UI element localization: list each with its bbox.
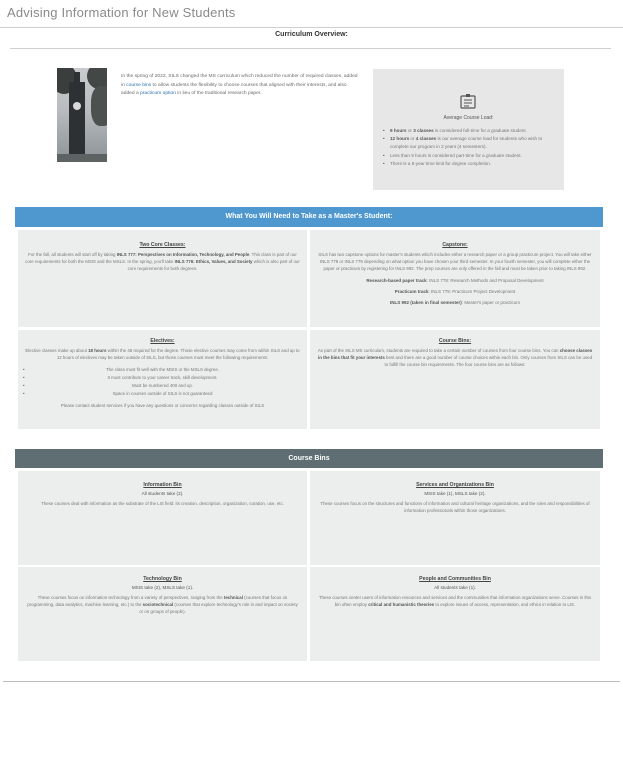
list-item: • 9 hours or 3 classes is considered full-time for a graduate student. bbox=[383, 127, 561, 135]
core-classes-heading: Two Core Classes: bbox=[139, 242, 186, 248]
technology-bin-requirement: MSIS take (2), MSLS take (1). bbox=[131, 585, 194, 590]
course-bins-text: As part of the SILS MS curriculum, students are required to take a certain number of courses from four course bins. You can choose classes in the bins that fit your interests best and there are a good number of course choices within each bin. Only courses from SILS can be used to fulfill the course bin requirements. The four course bins are as follows: bbox=[317, 348, 593, 368]
course-bins-banner: Course Bins bbox=[15, 449, 603, 468]
services-bin-heading: Services and Organizations Bin bbox=[416, 482, 494, 488]
page-title: Advising Information for New Students bbox=[7, 5, 236, 20]
electives-requirements-list bbox=[25, 366, 300, 398]
services-bin-requirement: MSIS take (1), MSLS take (2). bbox=[424, 491, 486, 496]
bins-grid bbox=[15, 468, 603, 663]
technology-bin-text: These courses focus on information technology from a variety of perspectives, ranging from the technical (courses that focus on programming, data analytics, machine learning, etc.) to the sociotechnical (courses that explore technology's role in and impact on society or on groups of people). bbox=[27, 595, 298, 615]
electives-cell bbox=[18, 330, 307, 429]
capstone-cell bbox=[310, 230, 600, 327]
capstone-text: SILS has two capstone options for master's students which includes either a research paper or a group practicum project. You will take either INLS 778 or INLS 779 depending on what option you have chosen your third semester. In your fourth semester, you will complete either the paper or practicum by registering for INLS 992. The prep courses are only offered in the fall and must be taken prior to taking INLS 992. bbox=[318, 252, 592, 272]
course-load-list bbox=[383, 127, 561, 168]
course-bins-link[interactable]: course bins bbox=[126, 82, 152, 88]
title-divider bbox=[0, 27, 623, 28]
intro-paragraph: In the spring of 2022, SILS changed the MS curriculum which reduced the number of required classes, added in course bins to allow students the flexibility to choose courses that aligned with their interests, and also added a practicum option in lieu of the traditional research paper. bbox=[121, 74, 358, 97]
core-classes-cell bbox=[18, 230, 307, 327]
research-track: Research-based paper track: INLS 778: Research Methods and Proposal Development bbox=[366, 277, 544, 283]
final-semester-track: INLS 992 (taken in final semester): Master's paper or practicum bbox=[390, 299, 520, 305]
course-load-title: Average Course Load: bbox=[443, 115, 494, 121]
people-bin-heading: People and Communities Bin bbox=[419, 576, 491, 582]
information-bin-text: These courses deal with information as the substrate of the LIS field: its creation, description, organization, curation, use, etc. bbox=[41, 501, 284, 506]
technology-bin-heading: Technology Bin bbox=[143, 576, 182, 582]
notebook-icon bbox=[458, 94, 478, 110]
people-bin-requirement: All students take (1). bbox=[434, 585, 476, 590]
core-classes-text: For the fall, all students will start off by taking INLS 777: Perspectives on Information, Technology, and People. This class is part of our core requirements for both the MSIS and the MSLS. In the spring, you'll take INLS 776: Ethics, Values, and Society which is also part of our core requirements for both degrees. bbox=[25, 252, 300, 272]
information-bin-cell bbox=[18, 471, 307, 565]
people-bin-cell bbox=[310, 567, 600, 661]
capstone-heading: Capstone: bbox=[442, 242, 468, 248]
information-bin-heading: Information Bin bbox=[143, 482, 182, 488]
practicum-track: Practicum track: INLS 779: Practicum Project Development bbox=[394, 288, 516, 294]
practicum-option-link[interactable]: practicum option bbox=[140, 91, 176, 97]
course-load-box bbox=[373, 69, 564, 190]
list-item: • Space in courses outside of SILS is not guaranteed bbox=[25, 390, 300, 398]
services-bin-text: These courses focus on the structures and functions of information and cultural heritage organizations, and the roles and responsibilities of information professionals within those organizations. bbox=[320, 501, 590, 514]
overview-divider bbox=[10, 48, 611, 49]
list-item: • There is a 5-year time limit for degree completion. bbox=[383, 160, 561, 168]
requirements-banner: What You Will Need to Take as a Master's Student: bbox=[15, 207, 603, 227]
list-item: • The class must fit well with the MSIS or the MSLS degree. bbox=[25, 366, 300, 374]
people-bin-text: These courses center users of information resources and services and the communities that information organizations serve. Courses in this bin often employ critical and humanistic theories to explore issues of access, representation, and ethics in relation to LIS. bbox=[318, 595, 592, 608]
curriculum-overview-heading: Curriculum Overview: bbox=[275, 31, 348, 38]
list-item: • Less than 9 hours is considered part-time for a graduate student. bbox=[383, 152, 561, 160]
technology-bin-cell bbox=[18, 567, 307, 661]
requirements-grid bbox=[15, 227, 603, 432]
course-bins-cell bbox=[310, 330, 600, 429]
bell-tower-photo bbox=[57, 68, 107, 162]
list-item: • 12 hours or 4 classes is our average course load for students who wish to complete our program in 2 years (4 semesters). bbox=[383, 135, 561, 151]
electives-text: Elective classes make up about 18 hours within the 48 required for the degree. Those elective courses may come from within SILS and up to 12 hours of electives may be taken outside of SILS, but those courses must meet the following requirements: bbox=[25, 348, 300, 361]
list-item: • Must be numbered 400 and up. bbox=[25, 382, 300, 390]
list-item: • It must contribute to your career track, skill development. bbox=[25, 374, 300, 382]
electives-note: Please contact student services if you have any questions or concerns regarding classes outside of SILS bbox=[60, 403, 265, 409]
course-bins-heading: Course Bins: bbox=[438, 338, 472, 344]
information-bin-requirement: All students take (2). bbox=[141, 491, 184, 496]
electives-heading: Electives: bbox=[150, 338, 175, 344]
services-bin-cell bbox=[310, 471, 600, 565]
bottom-divider bbox=[3, 681, 620, 682]
